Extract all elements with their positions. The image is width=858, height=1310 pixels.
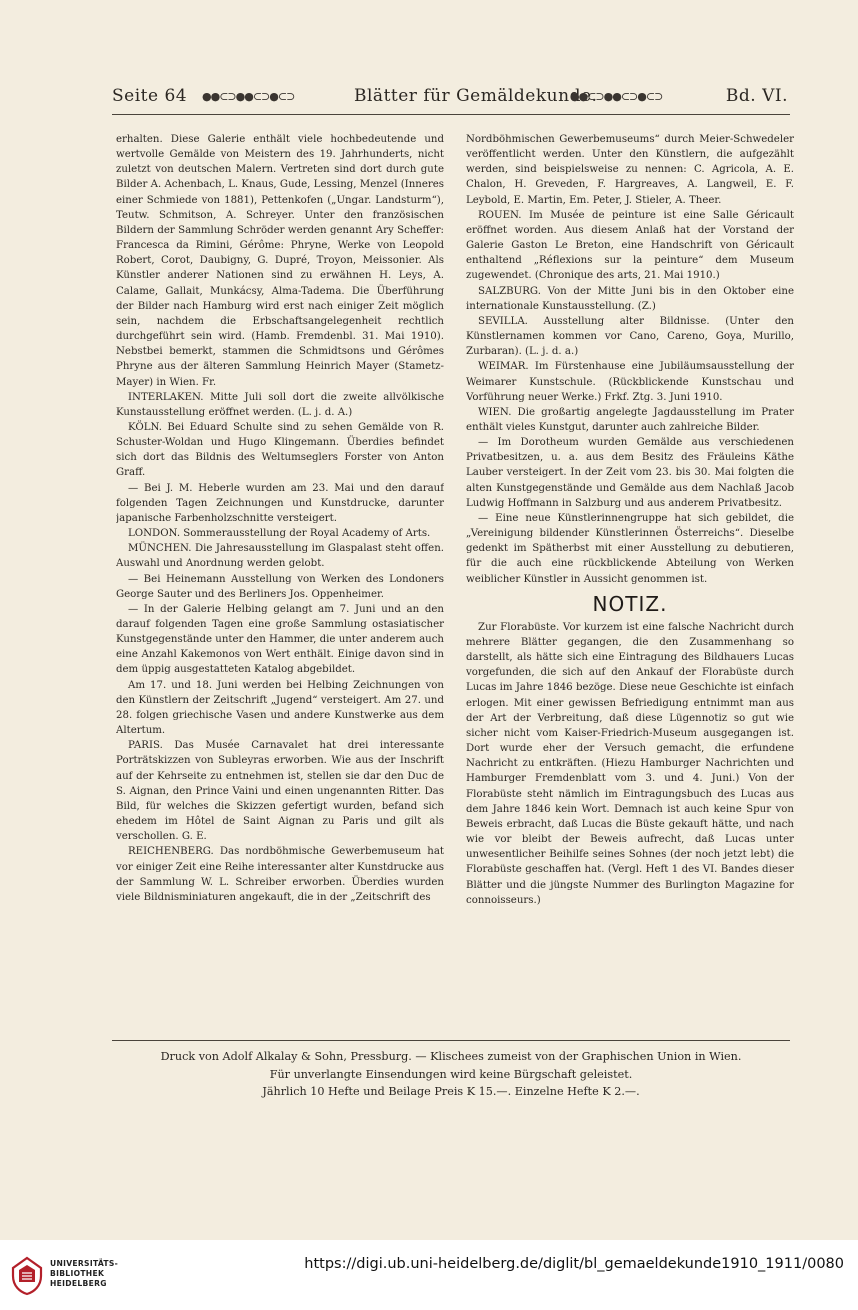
article-paragraph: ROUEN. Im Musée de peinture ist eine Salle Géricault eröffnet worden. Aus diesem Anlaß hat der Vorstand der Galerie Gaston Le Breton, eine Handschrift von Géricault enthaltend „Réflexions sur la peinture“ dem Museum zugewendet. (Chronique des arts, 21. Mai 1910.) <box>466 209 794 282</box>
library-name: UNIVERSITÄTS- BIBLIOTHEK HEIDELBERG <box>50 1259 119 1288</box>
price-line: Jährlich 10 Hefte und Beilage Preis K 15.—. Einzelne Hefte K 2.—. <box>262 1085 640 1098</box>
volume-label: Bd. VI. <box>725 86 788 106</box>
header-rule <box>112 114 790 115</box>
notiz-paragraph: Zur Florabüste. Vor kurzem ist eine falsche Nachricht durch mehrere Blätter gegangen, die den Zusammenhang so darstellt, als hätte sich eine Eintragung des Bildhauers Lucas vorgefunden, die sich auf den Ankauf der Florabüste durch Lucas im Jahre 1846 bezöge. Diese neue Geschichte ist einfach erlogen. Mit einer gewissen Befriedigung entnimmt man aus der Art der Verbreitung, daß diese Lügennotiz so gut wie sicher nicht vom Kaiser-Friedrich-Museum ausgegangen ist. Dort wurde eher der Versuch gemacht, die erfundene Nachricht zu entkräften. (Hiezu Hamburger Nachrichten und Hamburger Fremdenblatt vom 3. und 4. Juni.) Von der Florabüste steht nämlich im Eintragungsbuch des Lucas aus dem Jahre 1846 kein Wort. Demnach ist auch keine Spur von Beweis erbracht, daß Lucas die Büste gekauft hätte, und nach wie vor bleibt der Beweis aufrecht, daß Lucas unter unwesentlicher Beihilfe seines Sohnes (der noch jetzt lebt) die Florabüste geschaffen hat. (Vergl. Heft 1 des VI. Bandes dieser Blätter und die jüngste Nummer des Burlington Magazine for connoisseurs.) <box>466 621 794 906</box>
article-paragraph: SALZBURG. Von der Mitte Juni bis in den Oktober eine internationale Kunstausstellung. (Z.) <box>466 285 794 312</box>
article-paragraph: WEIMAR. Im Fürstenhause eine Jubiläumsausstellung der Weimarer Kunstschule. (Rückblickende Kunstschau und Vorführung neuer Werke.) Frkf. Ztg. 3. Juni 1910. <box>466 361 794 403</box>
article-paragraph: erhalten. Diese Galerie enthält viele hochbedeutende und wertvolle Gemälde von Meistern des 19. Jahrhunderts, nicht zuletzt von deutschen Malern. Vertreten sind dort durch gute Bilder A. Achenbach, L. Knaus, Gude, Lessing, Menzel (Inneres einer Schmiede von 1881), Pettenkofen („Ungar. Landsturm“), Teutw. Schmitson, A. Schreyer. Unter den französischen Bildern der Sammlung Schröder werden genannt Ary Scheffer: Francesca da Rimini, Gérôme: Phryne, Werke von Leopold Robert, Corot, Daubigny, G. Dupré, Troyon, Meissonier. Als Künstler anderer Nationen sind zu erwähnen H. Leys, A. Calame, Gallait, Munkácsy, Alma-Tadema. Die Überführung der Bilder nach Hamburg wird erst nach einiger Zeit möglich sein, nachdem die Erbschaftsangelegenheit rechtlich durchgeführt sein wird. (Hamb. Fremdenbl. 31. Mai 1910). Nebstbei bemerkt, stammen die Schmidtsons und Gérômes Phryne aus der älteren Sammlung Heinrich Mayer (Stametz-Mayer) in Wien. Fr. <box>116 134 444 388</box>
header-ornament-left: ●●⊂⊃●●⊂⊃●⊂⊃ <box>202 90 295 103</box>
article-paragraph: — Bei Heinemann Ausstellung von Werken des Londoners George Sauter und des Berliners Jos. Oppenheimer. <box>116 573 444 600</box>
footer-rule <box>112 1040 790 1041</box>
left-column <box>116 132 444 1022</box>
article-paragraph: PARIS. Das Musée Carnavalet hat drei interessante Porträtskizzen von Subleyras erworben. Wie aus der Inschrift auf der Kehrseite zu entnehmen ist, stellen sie dar den Duc de S. Aignan, den Prince Vaini und einen ungenannten Ritter. Das Bild, für welches die Skizzen gefertigt wurden, befand sich ehedem im Hôtel de Saint Aignan zu Paris und gilt als verschollen. G. E. <box>116 740 444 843</box>
article-paragraph: — Eine neue Künstlerinnengruppe hat sich gebildet, die „Vereinigung bildender Künstlerinnen Österreichs“. Dieselbe gedenkt im Spätherbst mit einer Ausstellung zu debutieren, für die auch eine rückblickende Abteilung von Werken weiblicher Künstler in Aussicht genommen ist. <box>466 512 794 585</box>
printer-line: Druck von Adolf Alkalay & Sohn, Pressburg. — Klischees zumeist von der Graphischen Union in Wien. <box>160 1050 742 1063</box>
article-paragraph: MÜNCHEN. Die Jahresausstellung im Glaspalast steht offen. Auswahl und Anordnung werden gelobt. <box>116 543 444 570</box>
permalink-url[interactable]: https://digi.ub.uni-heidelberg.de/diglit/bl_gemaeldekunde1910_1911/0080 <box>304 1256 844 1272</box>
article-paragraph: SEVILLA. Ausstellung alter Bildnisse. (Unter den Künstlernamen kommen vor Cano, Careno, Goya, Murillo, Zurbaran). (L. j. d. a.) <box>466 315 794 358</box>
article-paragraph: REICHENBERG. Das nordböhmische Gewerbemuseum hat vor einiger Zeit eine Reihe interessanter alter Kunstdrucke aus der Sammlung W. L. Schreiber erworben. Überdies wurden viele Bildnisminiaturen angekauft, die in der „Zeitschrift des <box>116 846 444 903</box>
right-column <box>466 132 794 1022</box>
page-header <box>112 84 788 110</box>
library-logo-icon <box>10 1256 44 1296</box>
article-paragraph: — Bei J. M. Heberle wurden am 23. Mai und den darauf folgenden Tagen Zeichnungen und Kunstdrucke, darunter japanische Farbenholzschnitte versteigert. <box>116 482 444 524</box>
imprint-footer <box>112 1048 790 1101</box>
article-paragraph: Nordböhmischen Gewerbemuseums“ durch Meier-Schwedeler veröffentlicht werden. Unter den Künstlern, die aufgezählt werden, sind beispielsweise zu nennen: C. Agricola, A. E. Chalon, H. Greveden, F. Hargreaves, A. Langweil, E. F. Leybold, E. Martin, Em. Peter, J. Stieler, A. Theer. <box>466 134 794 206</box>
article-paragraph: — In der Galerie Helbing gelangt am 7. Juni und an den darauf folgenden Tagen eine große Sammlung ostasiatischer Kunstgegenstände unter den Hammer, die unter anderem auch eine Anzahl Kakemonos von Wert enthält. Einige davon sind in dem üppig ausgestatteten Katalog abgebildet. <box>116 603 444 676</box>
header-ornament-right: ●●⊂⊃●●⊂⊃●⊂⊃ <box>570 90 663 103</box>
journal-title: Blätter für Gemäldekunde. <box>354 86 598 106</box>
article-paragraph: WIEN. Die großartig angelegte Jagdausstellung im Prater enthält vieles Kunstgut, darunter auch zahlreiche Bilder. <box>466 406 794 433</box>
article-paragraph: — Im Dorotheum wurden Gemälde aus verschiedenen Privatbesitzen, u. a. aus dem Besitz des Fräuleins Käthe Lauber versteigert. In der Zeit vom 23. bis 30. Mai folgten die alten Kunstgegenstände und Gemälde aus dem Nachlaß Jacob Ludwig Hoffmann in Salzburg und aus anderem Privatbesitz. <box>466 437 794 509</box>
article-paragraph: LONDON. Sommerausstellung der Royal Academy of Arts. <box>128 528 431 540</box>
viewer-bottom-bar <box>0 1240 858 1310</box>
submissions-line: Für unverlangte Einsendungen wird keine Bürgschaft geleistet. <box>269 1067 633 1081</box>
article-paragraph: INTERLAKEN. Mitte Juli soll dort die zweite allvölkische Kunstausstellung eröffnet werden. (L. j. d. A.) <box>116 391 444 418</box>
page-number: Seite 64 <box>112 86 188 106</box>
article-paragraph: Am 17. und 18. Juni werden bei Helbing Zeichnungen von den Künstlern der Zeitschrift „Jugend“ versteigert. Am 27. und 28. folgen griechische Vasen und andere Kunstwerke aus dem Altertum. <box>116 679 444 737</box>
notiz-heading: NOTIZ. <box>592 591 668 616</box>
article-paragraph: KÖLN. Bei Eduard Schulte sind zu sehen Gemälde von R. Schuster-Woldan und Hugo Klingemann. Überdies befindet sich dort das Bildnis des Weltumseglers Forster von Anton Graff. <box>116 421 444 479</box>
